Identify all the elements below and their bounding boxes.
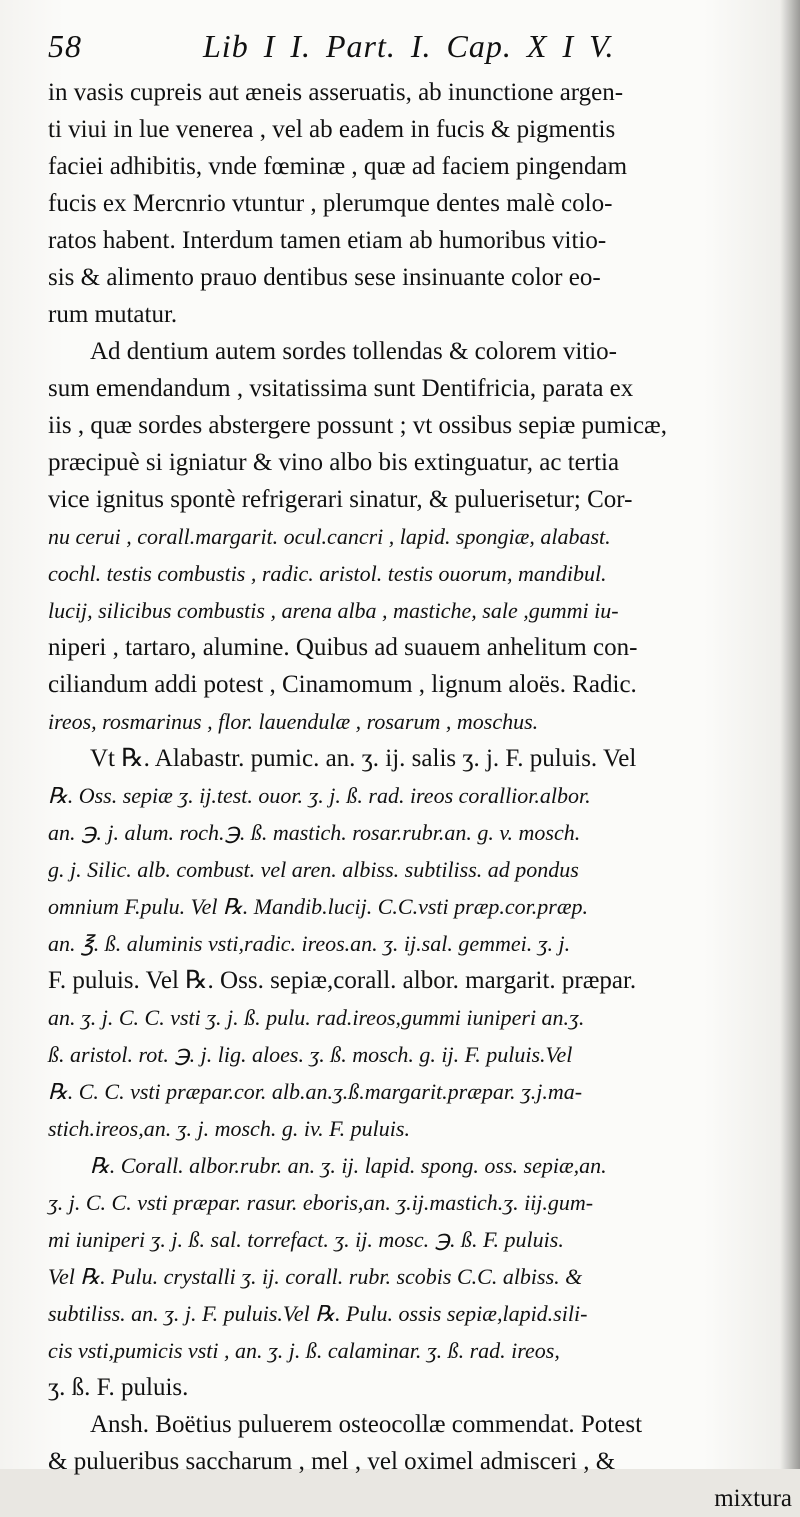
text-line: ℞. C. C. vsti præpar.cor. alb.an.ʒ.ß.margarit.præpar. ʒ.j.ma- <box>48 1079 583 1104</box>
text-line: ß. aristol. rot. ℈. j. lig. aloes. ʒ. ß. mosch. g. ij. F. puluis.Vel <box>48 1042 573 1067</box>
text-line: cis vsti,pumicis vsti , an. ʒ. j. ß. calaminar. ʒ. ß. rad. ireos, <box>48 1338 560 1363</box>
text-line: an. ℈. j. alum. roch.℈. ß. mastich. rosar.rubr.an. g. v. mosch. <box>48 820 581 845</box>
paragraph-boetius <box>48 1406 798 1517</box>
text-line: Ad dentium autem sordes tollendas & colorem vitio- <box>90 338 617 365</box>
text-line: stich.ireos,an. ʒ. j. mosch. g. iv. F. puluis. <box>48 1116 410 1141</box>
running-title: Lib I I. Part. I. Cap. X I V. <box>203 28 615 64</box>
text-line: sum emendandum , vsitatissima sunt Dentifricia, parata ex <box>48 375 634 402</box>
text-line: ireos, rosmarinus , flor. lauendulæ , rosarum , moschus. <box>48 709 539 734</box>
text-line: ciliandum addi potest , Cinamomum , lignum aloës. Radic. <box>48 671 637 698</box>
text-line: iis , quæ sordes abstergere possunt ; vt ossibus sepiæ pumicæ, <box>48 412 667 439</box>
text-line: lucij, silicibus combustis , arena alba , mastiche, sale ,gummi iu- <box>48 598 619 623</box>
text-line: ℞. Corall. albor.rubr. an. ʒ. ij. lapid. spong. oss. sepiæ,an. <box>90 1153 607 1178</box>
text-line: ℞. Oss. sepiæ ʒ. ij.test. ouor. ʒ. j. ß. rad. ireos corallior.albor. <box>48 783 591 808</box>
text-line: nu cerui , corall.margarit. ocul.cancri , lapid. spongiæ, alabast. <box>48 524 611 549</box>
text-line: omnium F.pulu. Vel ℞. Mandib.lucij. C.C.vsti præp.cor.præp. <box>48 894 588 919</box>
text-line: F. puluis. Vel ℞. Oss. sepiæ,corall. albor. margarit. præpar. <box>48 967 637 994</box>
paragraph-discoloration <box>48 74 798 333</box>
paragraph-recipes-2 <box>48 1147 798 1406</box>
text-line: Ansh. Boëtius puluerem osteocollæ commendat. Potest <box>90 1411 643 1438</box>
text-line: an. ʒ. j. C. C. vsti ʒ. j. ß. pulu. rad.ireos,gummi iuniperi an.ʒ. <box>48 1005 585 1030</box>
page-header <box>48 28 770 74</box>
text-line: ʒ. ß. F. puluis. <box>48 1374 189 1401</box>
text-line: ʒ. j. C. C. vsti præpar. rasur. eboris,an. ʒ.ij.mastich.ʒ. iij.gum- <box>48 1190 594 1215</box>
text-line: Vt ℞. Alabastr. pumic. an. ʒ. ij. salis ʒ. j. F. puluis. Vel <box>90 745 637 772</box>
text-line: ti viui in lue venerea , vel ab eadem in fucis & pigmentis <box>48 116 616 143</box>
text-line: Vel ℞. Pulu. crystalli ʒ. ij. corall. rubr. scobis C.C. albiss. & <box>48 1264 583 1289</box>
text-line: præcipuè si igniatur & vino albo bis extinguatur, ac tertia <box>48 449 620 476</box>
text-line: ratos habent. Interdum tamen etiam ab humoribus vitio- <box>48 227 607 254</box>
catchword: mixtura <box>714 1485 792 1512</box>
text-line: fucis ex Mercnrio vtuntur , plerumque dentes malè colo- <box>48 190 613 217</box>
paragraph-dentifrices <box>48 333 798 740</box>
page-number: 58 <box>48 28 82 64</box>
text-line: an. ℥. ß. aluminis vsti,radic. ireos.an. ʒ. ij.sal. gemmei. ʒ. j. <box>48 931 571 956</box>
text-line: subtiliss. an. ʒ. j. F. puluis.Vel ℞. Pulu. ossis sepiæ,lapid.sili- <box>48 1301 588 1326</box>
text-line: sis & alimento prauo dentibus sese insinuante color eo- <box>48 264 601 291</box>
text-line: & pulueribus saccharum , mel , vel oximel admisceri , & <box>48 1448 616 1475</box>
text-line: in vasis cupreis aut æneis asseruatis, ab inunctione argen- <box>48 79 624 106</box>
text-line: faciei adhibitis, vnde fœminæ , quæ ad faciem pingendam <box>48 153 628 180</box>
text-line: niperi , tartaro, alumine. Quibus ad suauem anhelitum con- <box>48 634 638 661</box>
text-line: g. j. Silic. alb. combust. vel aren. albiss. subtiliss. ad pondus <box>48 857 579 882</box>
paragraph-recipes <box>48 740 798 1147</box>
text-line: cochl. testis combustis , radic. aristol. testis ouorum, mandibul. <box>48 561 607 586</box>
text-line: vice ignitus spontè refrigerari sinatur, & puluerisetur; Cor- <box>48 486 633 513</box>
page-body <box>48 74 798 1517</box>
text-line: mi iuniperi ʒ. j. ß. sal. torrefact. ʒ. ij. mosc. ℈. ß. F. puluis. <box>48 1227 564 1252</box>
text-line: rum mutatur. <box>48 301 178 328</box>
